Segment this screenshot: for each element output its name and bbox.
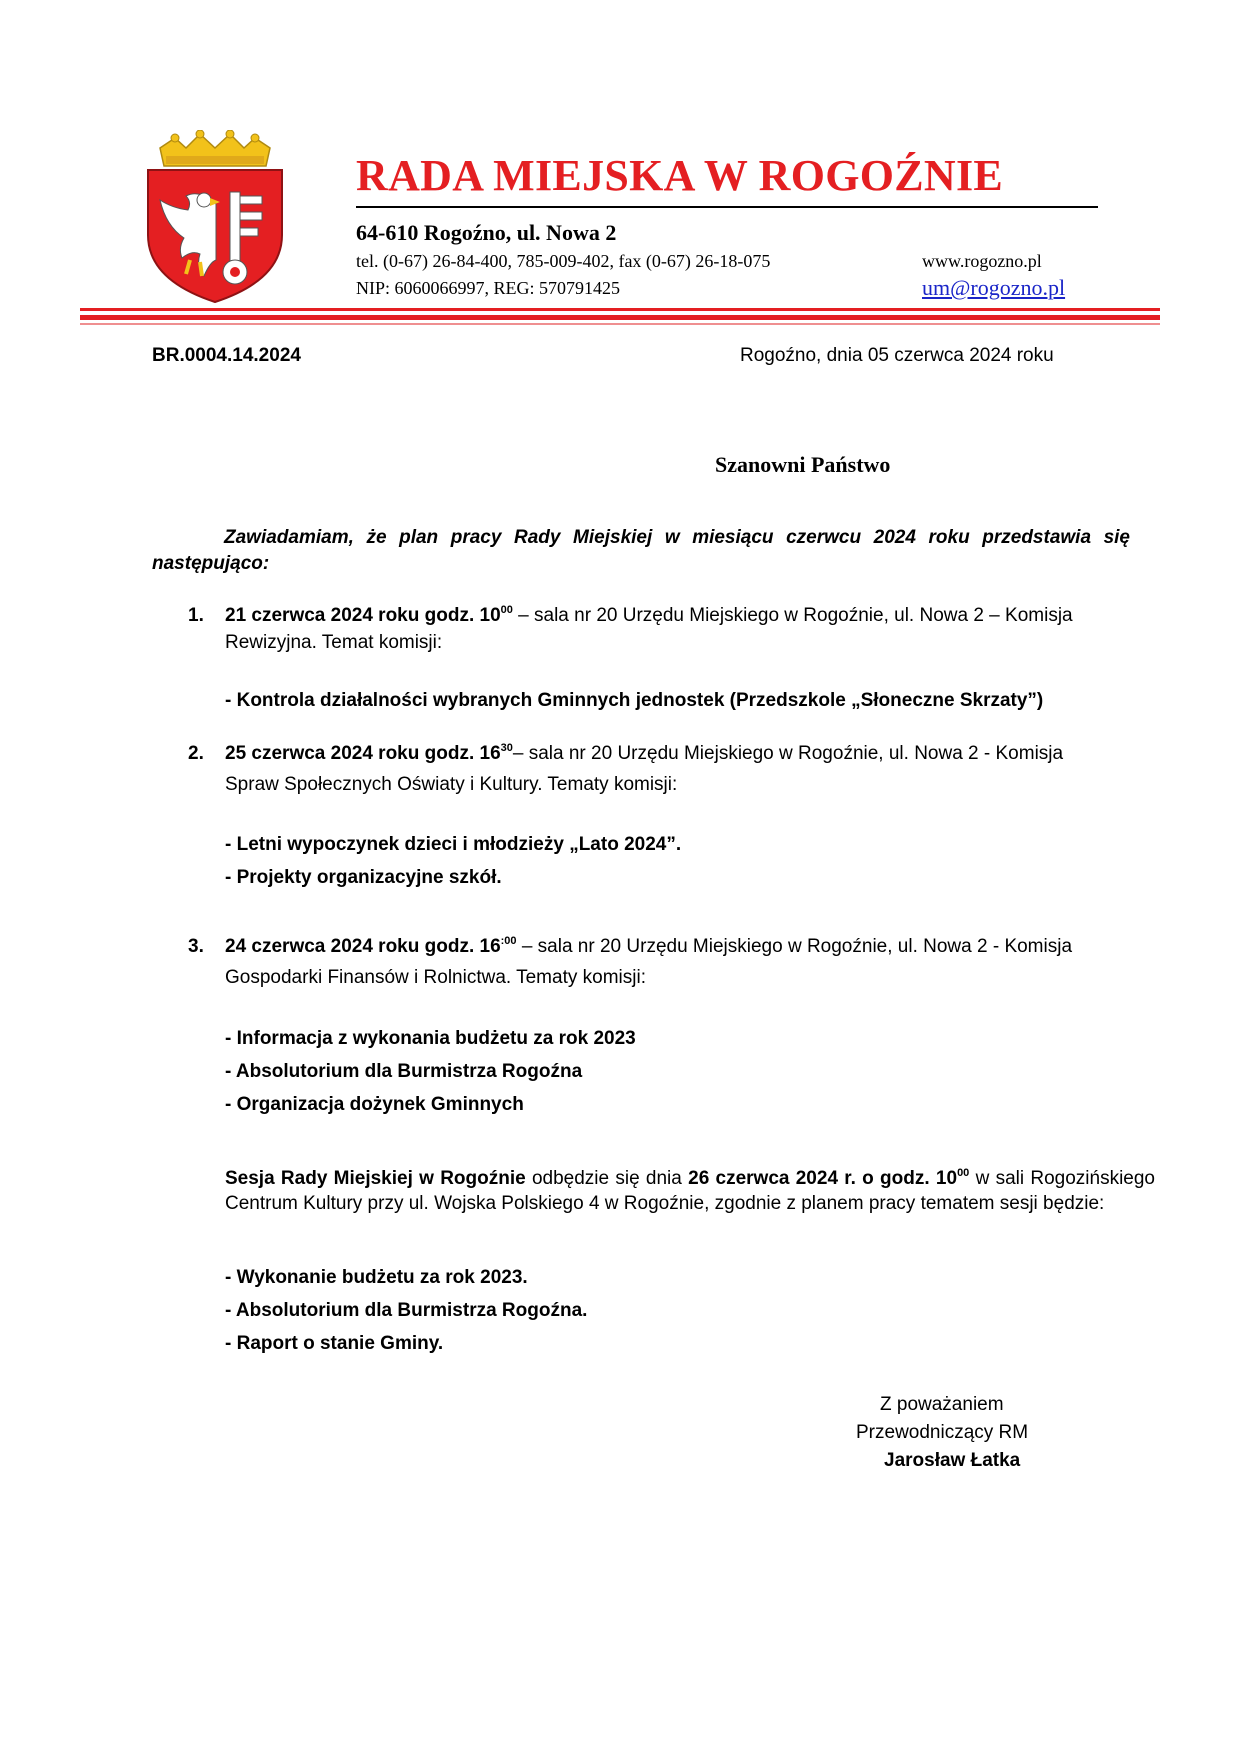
topic-item: - Wykonanie budżetu za rok 2023. — [225, 1267, 528, 1288]
header-stripe — [80, 323, 1160, 325]
topic-item: - Projekty organizacyjne szkół. — [225, 867, 502, 888]
meeting-datetime: 21 czerwca 2024 roku godz. 10 — [225, 605, 501, 626]
list-number: 2. — [188, 743, 204, 764]
org-title: RADA MIEJSKA W ROGOŹNIE — [356, 151, 1004, 200]
meeting-location: – sala nr 20 Urzędu Miejskiego w Rogoźnie, ul. Nowa 2 - Komisja — [512, 743, 1064, 764]
meeting-datetime: 25 czerwca 2024 roku godz. 16 — [225, 743, 501, 764]
list-number: 3. — [188, 936, 204, 957]
coat-of-arms-icon — [130, 130, 300, 305]
topic-item: - Letni wypoczynek dzieci i młodzieży „Lato 2024”. — [225, 834, 682, 855]
topic-item: - Absolutorium dla Burmistrza Rogoźna. — [225, 1300, 588, 1321]
time-superscript: 30 — [500, 742, 513, 754]
session-rest: w sali Rogozińskiego Centrum Kultury przy ul. Wojska Polskiego 4 w Rogoźnie, zgodnie z planem pracy tematem sesji będzie: — [225, 1168, 1155, 1214]
website-link[interactable]: www.rogozno.pl — [922, 251, 1042, 271]
session-lead: Sesja Rady Miejskiej w Rogoźnie — [225, 1168, 526, 1189]
intro-paragraph: Zawiadamiam, że plan pracy Rady Miejskiej w miesiącu czerwcu 2024 roku przedstawia się następująco: — [152, 527, 1130, 574]
list-item-header — [225, 743, 1063, 765]
topic-item: - Informacja z wykonania budżetu za rok 2023 — [225, 1028, 636, 1049]
title-divider — [356, 206, 1098, 208]
meeting-location: – sala nr 20 Urzędu Miejskiego w Rogoźnie, ul. Nowa 2 – Komisja — [512, 605, 1073, 626]
committee-line: Gospodarki Finansów i Rolnictwa. Tematy komisji: — [225, 967, 646, 988]
committee-line: Rewizyjna. Temat komisji: — [225, 632, 443, 653]
topic-item: - Kontrola działalności wybranych Gminnych jednostek (Przedszkole „Słoneczne Skrzaty”) — [225, 690, 1044, 711]
reference-number: BR.0004.14.2024 — [152, 345, 301, 366]
list-item-header — [225, 605, 1073, 627]
org-address: 64-610 Rogoźno, ul. Nowa 2 — [356, 220, 617, 245]
place-date: Rogoźno, dnia 05 czerwca 2024 roku — [740, 345, 1054, 366]
header-stripe — [80, 308, 1160, 311]
salutation: Szanowni Państwo — [715, 452, 891, 477]
signature-name: Jarosław Łatka — [884, 1450, 1021, 1471]
topic-item: - Absolutorium dla Burmistrza Rogoźna — [225, 1061, 583, 1082]
org-phones: tel. (0-67) 26-84-400, 785-009-402, fax (0-67) 26-18-075 — [356, 251, 771, 271]
org-ids: NIP: 6060066997, REG: 570791425 — [356, 278, 621, 298]
meeting-location: – sala nr 20 Urzędu Miejskiego w Rogoźnie, ul. Nowa 2 - Komisja — [516, 936, 1073, 957]
email-link[interactable]: um@rogozno.pl — [922, 275, 1066, 300]
committee-line: Spraw Społecznych Oświaty i Kultury. Tematy komisji: — [225, 774, 678, 795]
time-superscript: :00 — [500, 935, 517, 947]
list-number: 1. — [188, 605, 204, 626]
session-mid: odbędzie się dnia — [525, 1168, 689, 1189]
meeting-datetime: 24 czerwca 2024 roku godz. 16 — [225, 936, 501, 957]
topic-item: - Organizacja dożynek Gminnych — [225, 1094, 524, 1115]
topic-item: - Raport o stanie Gminy. — [225, 1333, 444, 1354]
time-superscript: 00 — [500, 604, 513, 616]
session-date: 26 czerwca 2024 r. o godz. 10 — [688, 1168, 958, 1189]
list-item-header — [225, 936, 1072, 958]
time-superscript: 00 — [957, 1167, 970, 1179]
signature-role: Przewodniczący RM — [856, 1422, 1029, 1443]
header-stripe — [80, 315, 1160, 320]
session-paragraph — [225, 1166, 1155, 1216]
signature-closing: Z poważaniem — [880, 1394, 1004, 1415]
